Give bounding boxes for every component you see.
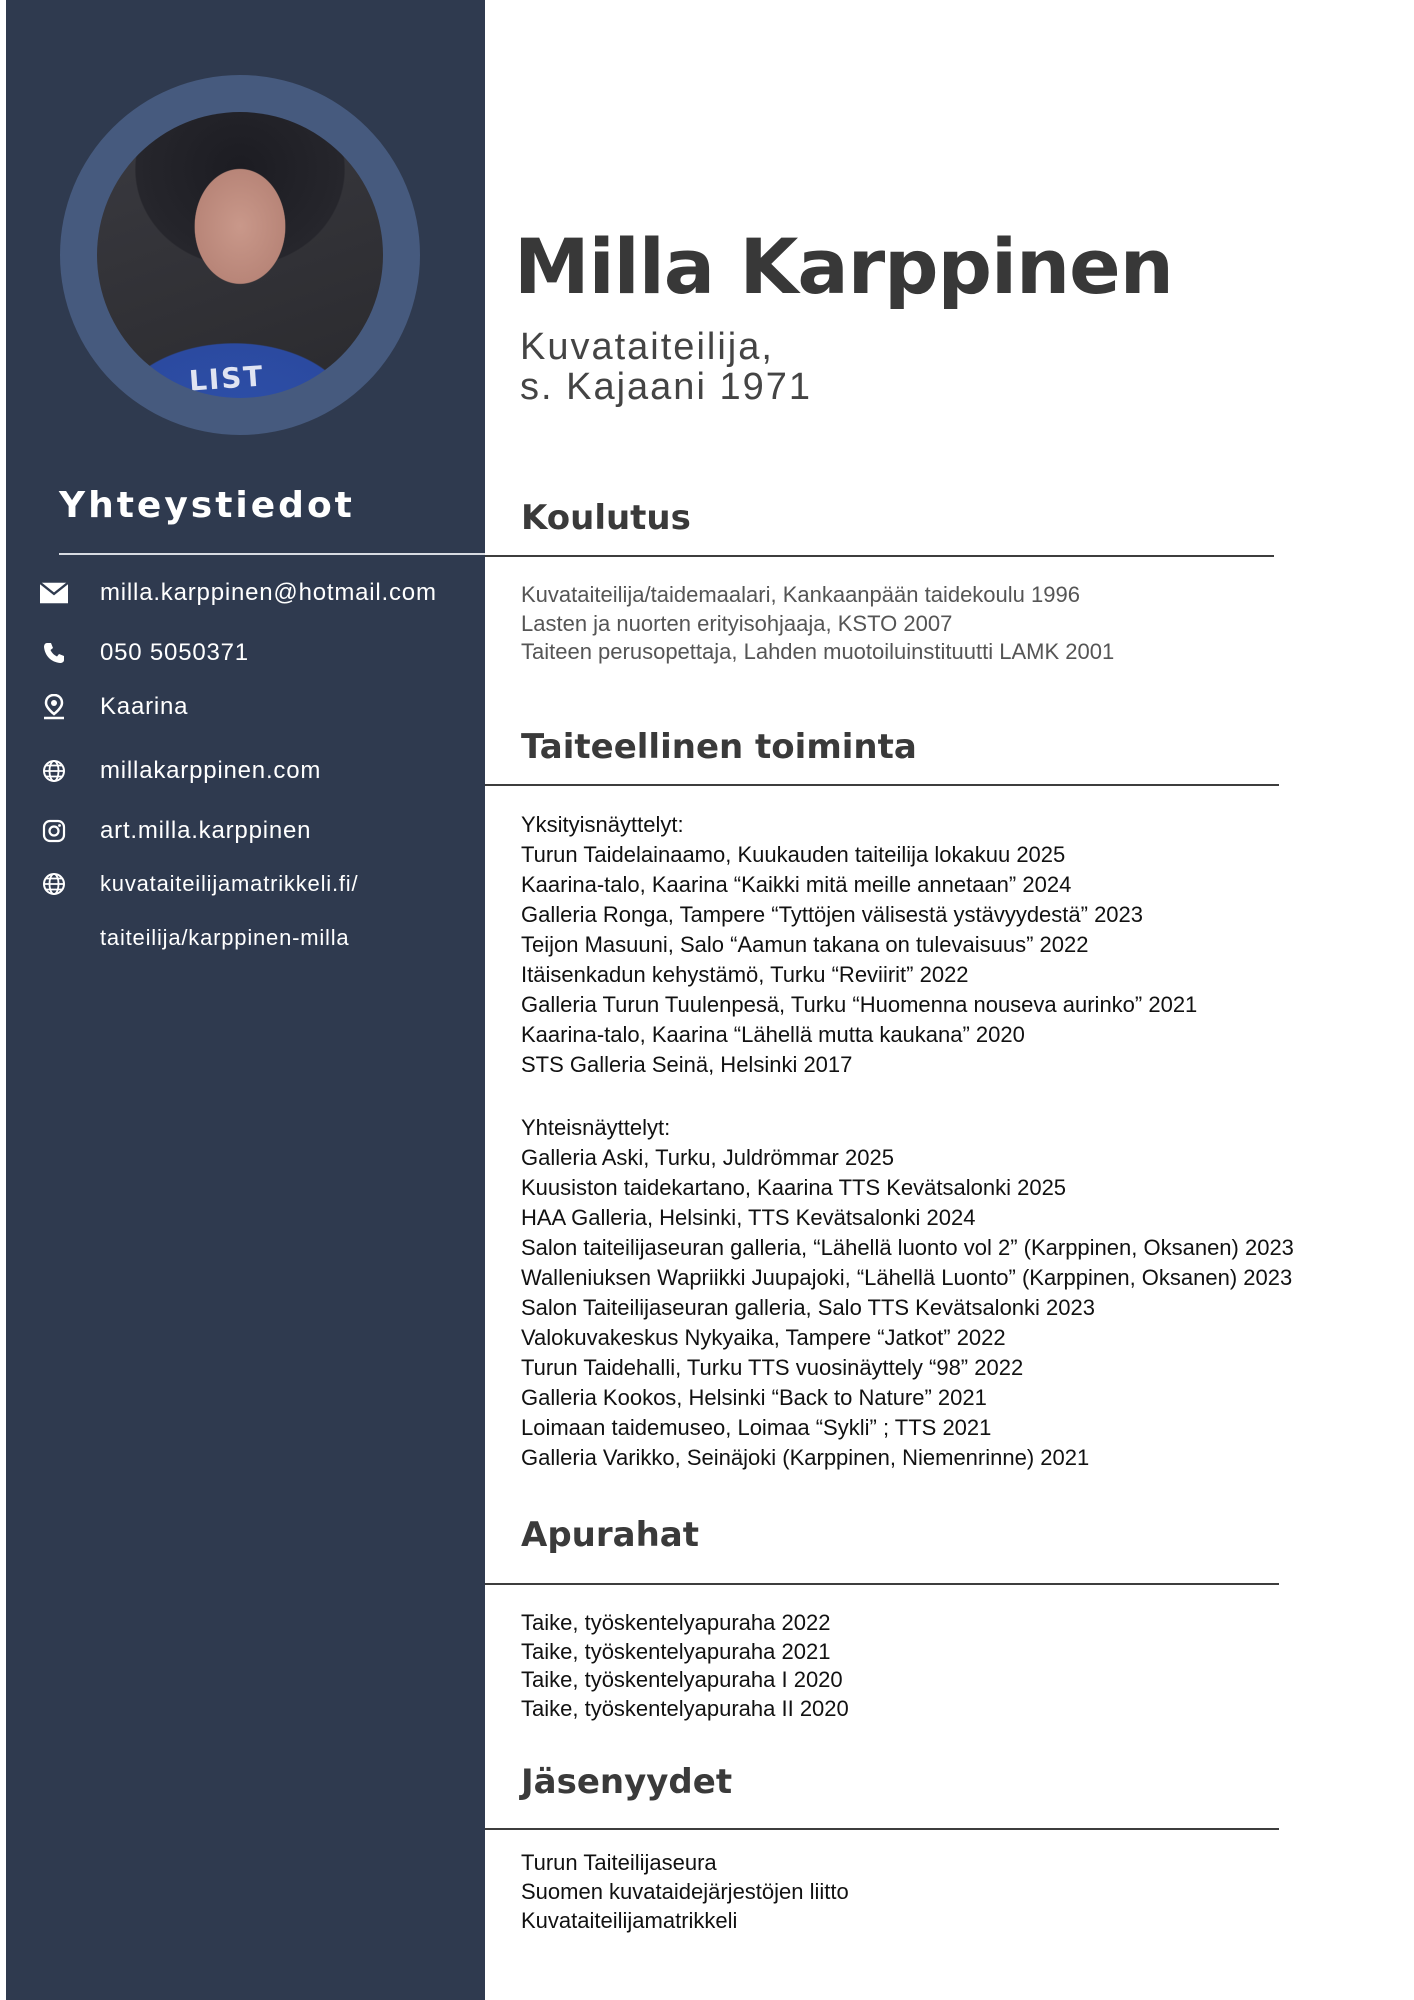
education-divider [485, 555, 1274, 557]
education-list [521, 581, 1114, 667]
list-item: HAA Galleria, Helsinki, TTS Kevätsalonki 2024 [521, 1205, 976, 1230]
photo-shirt-text: LIST [187, 359, 266, 398]
grants-title: Apurahat [521, 1515, 699, 1555]
education-title: Koulutus [521, 498, 691, 538]
list-item: Lasten ja nuorten erityisohjaaja, KSTO 2007 [521, 610, 953, 636]
email-link[interactable]: milla.karppinen@hotmail.com [100, 579, 437, 606]
location-text: Kaarina [100, 693, 189, 720]
contacts-title: Yhteystiedot [59, 485, 355, 526]
list-item: Itäisenkadun kehystämö, Turku “Reviirit” 2022 [521, 962, 969, 987]
registry-link-line1[interactable]: kuvataiteilijamatrikkeli.fi/ [100, 871, 359, 896]
list-item: Galleria Kookos, Helsinki “Back to Nature” 2021 [521, 1385, 987, 1410]
list-item: Galleria Turun Tuulenpesä, Turku “Huomenna nouseva aurinko” 2021 [521, 992, 1198, 1017]
profile-photo [97, 112, 383, 398]
art-activity-title: Taiteellinen toiminta [521, 727, 917, 767]
contact-phone[interactable] [40, 635, 249, 671]
grants-list [521, 1609, 849, 1723]
person-name: Milla Karppinen [514, 222, 1173, 311]
group-exhibitions-list [521, 1145, 1294, 1475]
list-item: Taike, työskentelyapuraha I 2020 [521, 1667, 843, 1692]
list-item: Kaarina-talo, Kaarina “Kaikki mitä meille annetaan” 2024 [521, 872, 1072, 897]
contact-location [40, 689, 189, 725]
instagram-icon [40, 817, 68, 845]
globe-icon [40, 870, 68, 898]
list-item: Salon Taiteilijaseuran galleria, Salo TTS Kevätsalonki 2023 [521, 1295, 1095, 1320]
instagram-handle[interactable]: art.milla.karppinen [100, 817, 312, 844]
list-item: Turun Taiteilijaseura [521, 1850, 717, 1875]
list-item: Loimaan taidemuseo, Loimaa “Sykli” ; TTS 2021 [521, 1415, 992, 1440]
list-item: Taiteen perusopettaja, Lahden muotoiluinstituutti LAMK 2001 [521, 639, 1115, 664]
memberships-divider [485, 1828, 1279, 1830]
list-item: Galleria Ronga, Tampere “Tyttöjen välisestä ystävyydestä” 2023 [521, 902, 1144, 927]
list-item: Kuvataiteilija/taidemaalari, Kankaanpään taidekoulu 1996 [521, 582, 1080, 607]
website-link[interactable]: millakarppinen.com [100, 757, 322, 784]
subtitle-birth: s. Kajaani 1971 [520, 366, 812, 408]
globe-icon [40, 757, 68, 785]
envelope-icon [40, 579, 68, 607]
contact-email[interactable] [40, 575, 437, 611]
list-item: Kuvataiteilijamatrikkeli [521, 1908, 738, 1933]
list-item: Taike, työskentelyapuraha 2021 [521, 1638, 831, 1664]
list-item: Salon taiteilijaseuran galleria, “Lähellä luonto vol 2” (Karppinen, Oksanen) 2023 [521, 1235, 1294, 1260]
contacts-divider [59, 553, 485, 555]
list-item: Kuusiston taidekartano, Kaarina TTS Kevätsalonki 2025 [521, 1175, 1067, 1200]
list-item: Kaarina-talo, Kaarina “Lähellä mutta kaukana” 2020 [521, 1022, 1025, 1047]
list-item: Taike, työskentelyapuraha 2022 [521, 1610, 831, 1635]
list-item: STS Galleria Seinä, Helsinki 2017 [521, 1052, 853, 1077]
art-activity-divider [485, 784, 1279, 786]
list-item: Taike, työskentelyapuraha II 2020 [521, 1695, 849, 1721]
list-item: Suomen kuvataidejärjestöjen liitto [521, 1879, 849, 1904]
list-item: Turun Taidehalli, Turku TTS vuosinäyttely “98” 2022 [521, 1355, 1024, 1380]
phone-icon [40, 639, 68, 667]
list-item: Walleniuksen Wapriikki Juupajoki, “Lähellä Luonto” (Karppinen, Oksanen) 2023 [521, 1265, 1293, 1290]
subtitle-profession: Kuvataiteilija, [520, 326, 774, 368]
memberships-list [521, 1848, 849, 1935]
contact-registry[interactable] [40, 866, 359, 902]
location-pin-icon [40, 693, 68, 721]
registry-link-line2[interactable]: taiteilija/karppinen-milla [100, 925, 350, 950]
contact-website[interactable] [40, 753, 322, 789]
grants-divider [485, 1583, 1279, 1585]
list-item: Turun Taidelainaamo, Kuukauden taiteilija lokakuu 2025 [521, 842, 1066, 867]
list-item: Galleria Aski, Turku, Juldrömmar 2025 [521, 1145, 894, 1170]
contact-instagram[interactable] [40, 813, 312, 849]
list-item: Galleria Varikko, Seinäjoki (Karppinen, Niemenrinne) 2021 [521, 1445, 1090, 1470]
group-exhibitions-heading: Yhteisnäyttelyt: [521, 1115, 671, 1140]
solo-exhibitions-heading: Yksityisnäyttelyt: [521, 812, 684, 837]
solo-exhibitions-list [521, 842, 1197, 1082]
phone-number[interactable]: 050 5050371 [100, 639, 249, 666]
list-item: Valokuvakeskus Nykyaika, Tampere “Jatkot” 2022 [521, 1325, 1006, 1350]
memberships-title: Jäsenyydet [521, 1762, 733, 1802]
list-item: Teijon Masuuni, Salo “Aamun takana on tulevaisuus” 2022 [521, 932, 1089, 957]
